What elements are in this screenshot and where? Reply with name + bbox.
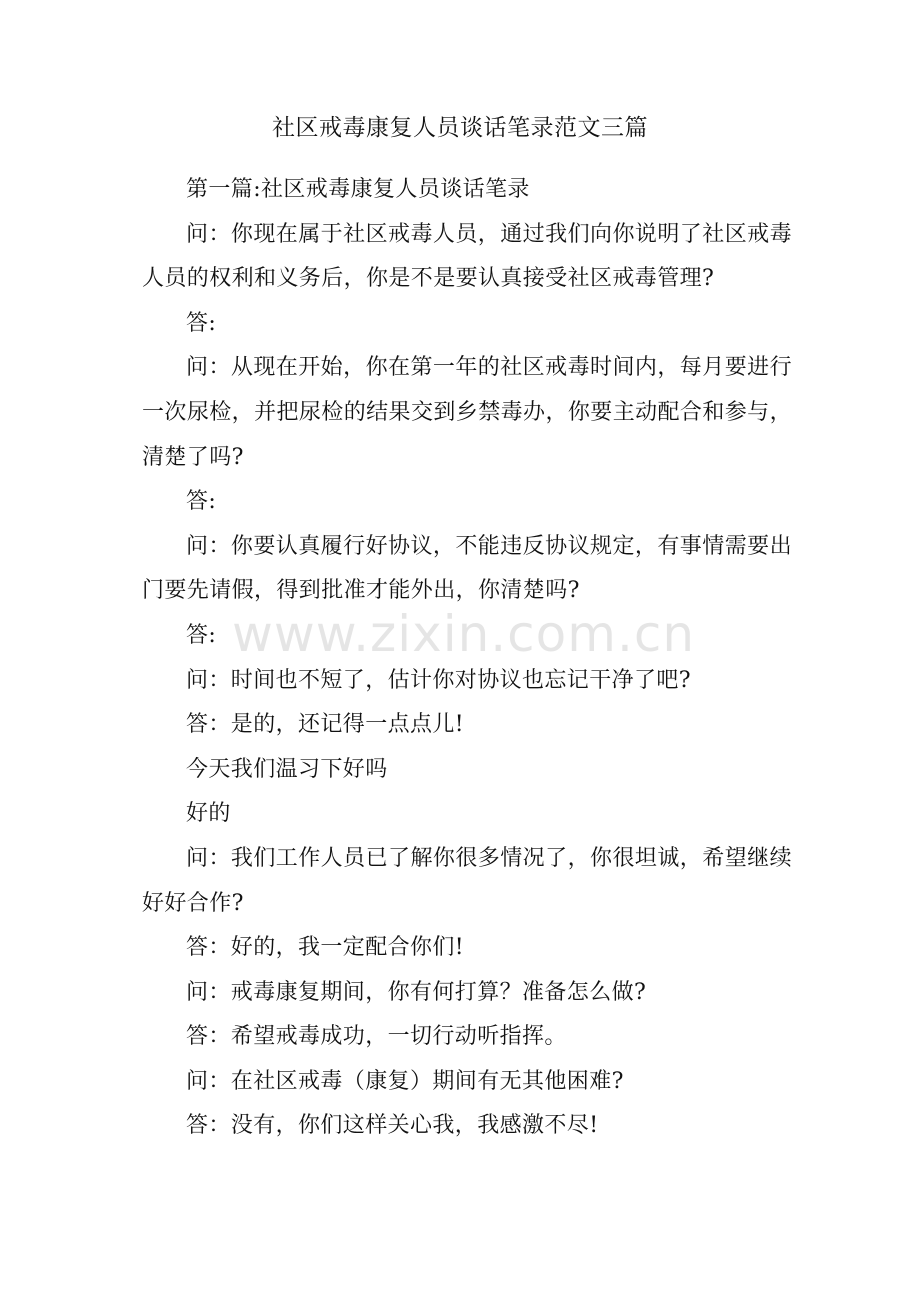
answer-paragraph: 答: [186, 489, 217, 515]
question-paragraph: 问：你要认真履行好协议，不能违反协议规定，有事情需要出门要先请假，得到批准才能外出，你清楚吗? [142, 533, 792, 604]
section-heading: 第一篇:社区戒毒康复人员谈话笔录 [186, 177, 530, 202]
question-paragraph: 问：戒毒康复期间，你有何打算？准备怎么做? [186, 979, 647, 1005]
watermark: www.zixin.com.cn [232, 605, 696, 663]
answer-paragraph: 答：是的，还记得一点点儿! [186, 712, 465, 738]
dialogue-paragraph: 好的 [186, 801, 231, 827]
answer-paragraph: 答: [186, 310, 217, 336]
question-paragraph: 问：时间也不短了，估计你对协议也忘记干净了吧? [186, 667, 691, 693]
answer-paragraph: 答：没有，你们这样关心我，我感激不尽! [186, 1113, 599, 1139]
question-paragraph: 问：从现在开始，你在第一年的社区戒毒时间内，每月要进行一次尿检，并把尿检的结果交到乡禁毒办，你要主动配合和参与，清楚了吗? [142, 355, 792, 470]
dialogue-paragraph: 今天我们温习下好吗 [186, 756, 388, 782]
answer-paragraph: 答：好的，我一定配合你们! [186, 935, 465, 961]
question-paragraph: 问：我们工作人员已了解你很多情况了，你很坦诚，希望继续好好合作? [142, 845, 792, 916]
answer-paragraph: 答：希望戒毒成功，一切行动听指挥。 [186, 1024, 567, 1050]
question-paragraph: 问：在社区戒毒（康复）期间有无其他困难? [186, 1068, 624, 1094]
answer-paragraph: 答: [186, 622, 217, 648]
question-paragraph: 问：你现在属于社区戒毒人员，通过我们向你说明了社区戒毒人员的权利和义务后，你是不是要认真接受社区戒毒管理? [142, 221, 792, 292]
document-title: 社区戒毒康复人员谈话笔录范文三篇 [272, 115, 648, 141]
document-body [142, 168, 792, 1149]
